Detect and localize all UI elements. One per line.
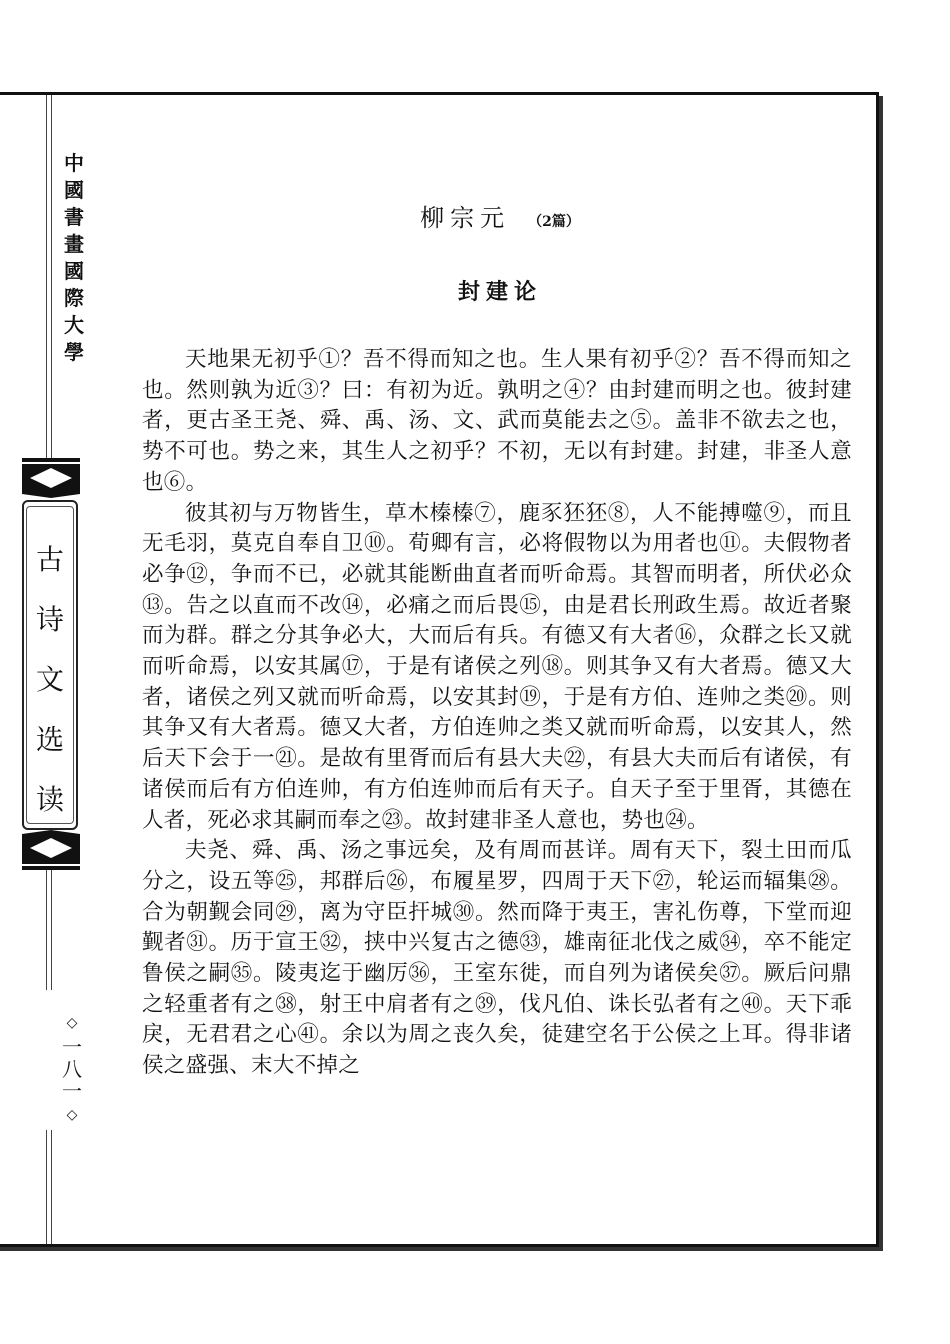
sidebar-line [46,870,47,990]
ornament-band-top [22,458,80,498]
author-heading [300,198,700,233]
page-number: ◇ 一 八 一 ◇ [48,1010,96,1128]
paragraph: 天地果无初乎①？吾不得而知之也。生人果有初乎②？吾不得而知之也。然则孰为近③？曰：有初为近。孰明之④？由封建而明之也。彼封建者，更古圣王尧、舜、禹、汤、文、武而莫能去之⑤。盖非不欲去之也，势不可也。势之来，其生人之初乎？不初，无以有封建。封建，非圣人意也⑥。 [142,347,852,495]
sidebar-line [46,95,47,460]
diamond-icon: ◇ [66,1015,78,1031]
section-title: 古 诗 文 选 读 [35,543,64,816]
piece-count: （2篇） [528,214,580,230]
paragraph: 彼其初与万物皆生，草木榛榛⑦，鹿豕狉狉⑧，人不能搏噬⑨，而且无毛羽，莫克自奉自卫⑩。荀卿有言，必将假物以为用者也⑪。夫假物者必争⑫，争而不已，必就其能断曲直者而听命焉。其智而明者，所伏必众⑬。告之以直而不改⑭，必痛之而后畏⑮，由是君长刑政生焉。故近者聚而为群。群之分其争必大，大而后有兵。有德又有大者⑯，众群之长又就而听命焉，以安其属⑰，于是有诸侯之列⑱。则其争又有大者焉。德又大者，诸侯之列又就而听命焉，以安其封⑲，于是有方伯、连帅之类⑳。则其争又有大者焉。德又大者，方伯连帅之类又就而听命焉，以安其人，然后天下会于一㉑。是故有里胥而后有县大夫㉒，有县大夫而后有诸侯，有诸侯而后有方伯连帅，有方伯连帅而后有天子。自天子至于里胥，其德在人者，死必求其嗣而奉之㉓。故封建非圣人意也，势也㉔。 [142,500,852,833]
sidebar-line [51,95,52,460]
diamond-icon: ◇ [66,1107,78,1123]
sidebar-line [46,1130,47,1244]
author-name: 柳宗元 [420,204,511,232]
sidebar-line [51,1130,52,1244]
series-title: 中 國 書 畫 國 際 大 學 [64,151,84,364]
sidebar-line [51,870,52,990]
ornament-band-bottom [22,830,80,870]
article-body [142,345,852,1082]
paragraph: 夫尧、舜、禹、汤之事远矣，及有周而甚详。周有天下，裂土田而瓜分之，设五等㉕，邦群后㉖，布履星罗，四周于天下㉗，轮运而辐集㉘。合为朝觐会同㉙，离为守臣扞城㉚。然而降于夷王，害礼伤尊，下堂而迎觐者㉛。历于宣王㉜，挟中兴复古之德㉝，雄南征北伐之威㉞，卒不能定鲁侯之嗣㉟。陵夷迄于幽厉㊱，王室东徙，而自列为诸侯矣㊲。厥后问鼎之轻重者有之㊳，射王中肩者有之㊴，伐凡伯、诛长弘者有之㊵。天下乖戾，无君君之心㊶。余以为周之丧久矣，徒建空名于公侯之上耳。得非诸侯之盛强、末大不掉之 [142,838,852,1079]
article-title: 封建论 [457,280,542,305]
